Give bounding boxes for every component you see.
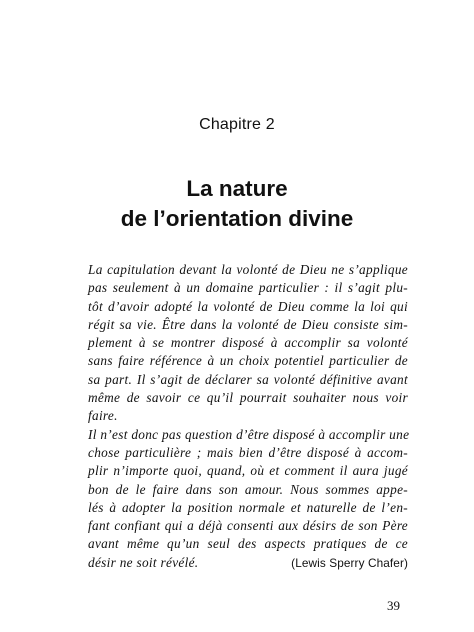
epigraph-paragraph bbox=[88, 426, 408, 572]
chapter-title bbox=[0, 174, 474, 234]
page-number: 39 bbox=[387, 598, 400, 613]
epigraph-line: chose particulière ; mais bien d’être disposé à accom- bbox=[88, 444, 408, 460]
epigraph-line: pas seulement à un domaine particulier : il s’agit plu- bbox=[88, 280, 408, 296]
epigraph-line: bon de le faire dans son amour. Nous sommes appe- bbox=[88, 481, 408, 497]
epigraph-line: plir n’importe quoi, quand, où et comment il aura jugé bbox=[88, 463, 408, 479]
epigraph-line: lés à adopter la position normale et naturelle de l’en- bbox=[88, 499, 408, 515]
epigraph-line: Il n’est donc pas question d’être disposé à accomplir une bbox=[88, 426, 410, 442]
epigraph-line: tôt d’avoir adopté la volonté de Dieu comme la loi qui bbox=[88, 298, 408, 314]
epigraph-line: même de savoir ce qu’il pourrait souhaiter nous voir bbox=[88, 390, 408, 406]
epigraph-line: désir ne soit révélé. bbox=[88, 554, 199, 570]
epigraph-line: sa part. Il s’agit de déclarer sa volonté définitive avant bbox=[88, 371, 408, 387]
epigraph-line: régit sa vie. Être dans la volonté de Dieu consiste sim- bbox=[88, 316, 408, 332]
epigraph bbox=[88, 261, 408, 572]
chapter-title-line: La nature bbox=[186, 176, 288, 201]
epigraph-line: plement à se montrer disposé à accomplir sa volonté bbox=[88, 335, 408, 351]
epigraph-line: La capitulation devant la volonté de Dieu ne s’applique bbox=[88, 262, 408, 277]
epigraph-attribution: (Lewis Sperry Chafer) bbox=[291, 555, 408, 570]
chapter-label: Chapitre 2 bbox=[199, 116, 275, 133]
epigraph-line: fant confiant qui a déjà consenti aux désirs de son Père bbox=[88, 518, 408, 534]
epigraph-line: faire. bbox=[88, 408, 118, 424]
epigraph-line: sans faire référence à un choix potentiel particulier de bbox=[88, 353, 408, 369]
epigraph-line: avant même qu’un seul des aspects pratiques de ce bbox=[88, 536, 408, 552]
chapter-title-line: de l’orientation divine bbox=[120, 206, 354, 231]
epigraph-paragraph bbox=[88, 261, 408, 426]
epigraph-final-line bbox=[88, 554, 408, 572]
